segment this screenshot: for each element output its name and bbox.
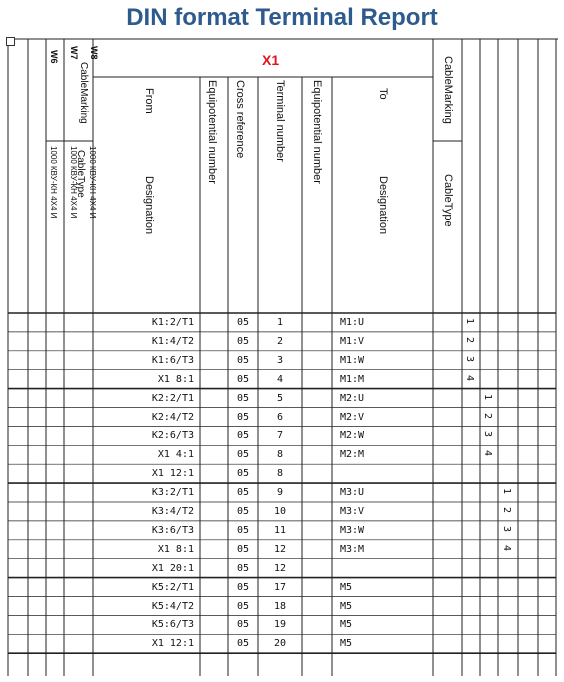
to-designation: M3:W: [340, 524, 365, 536]
terminal-number: 4: [276, 373, 284, 385]
from-designation: K3:6/T3: [151, 524, 194, 536]
header-equipotential-left: Equipotential number: [206, 80, 218, 184]
from-designation: K1:2/T1: [151, 317, 194, 328]
terminal-number: 18: [273, 600, 287, 612]
corner-marker: [6, 37, 15, 46]
cross-reference: 05: [236, 449, 250, 461]
from-designation: X1 8:1: [157, 373, 194, 385]
from-designation: K1:6/T3: [151, 354, 194, 366]
header-cabletype-right: CableType: [442, 174, 454, 227]
from-designation: K2:2/T1: [151, 392, 194, 404]
cross-reference: 05: [236, 468, 250, 480]
terminal-number: 9: [276, 487, 284, 499]
cable-spec-w7: 1000 КВУ-КН 4Х4 И: [69, 146, 78, 219]
from-designation: K5:6/T3: [151, 619, 194, 631]
cross-reference: 05: [236, 373, 250, 385]
cross-reference: 05: [236, 524, 250, 536]
terminal-number: 3: [276, 354, 284, 366]
terminal-number: 10: [273, 506, 287, 517]
header-w6: W6: [49, 50, 59, 64]
terminal-number: 2: [276, 335, 284, 347]
cross-reference: 05: [236, 430, 250, 442]
cable-core-number: 3: [464, 355, 476, 362]
header-from: From: [143, 88, 155, 114]
cable-spec-w8: 1000 КВУ-КН 4Х4 И: [88, 146, 97, 219]
cable-core-number: 1: [482, 393, 494, 400]
header-w7: W7: [69, 46, 79, 60]
cross-reference: 05: [236, 543, 250, 555]
from-designation: K1:4/T2: [151, 335, 194, 347]
terminal-number: 20: [273, 638, 287, 650]
cable-core-number: 3: [501, 525, 513, 532]
terminal-number: 7: [276, 430, 284, 442]
terminal-number: 17: [273, 581, 287, 593]
report-title: DIN format Terminal Report: [126, 4, 438, 31]
from-designation: K5:4/T2: [151, 600, 194, 612]
header-cablemarking-right: CableMarking: [442, 56, 454, 124]
to-designation: M2:V: [340, 411, 365, 423]
from-designation: X1 4:1: [157, 449, 194, 461]
cross-reference: 05: [236, 619, 250, 631]
to-designation: M2:U: [340, 392, 365, 404]
cable-core-number: 2: [464, 336, 476, 343]
terminal-number: 12: [273, 543, 287, 555]
cable-core-number: 1: [501, 488, 513, 495]
strip-name: X1: [262, 52, 280, 68]
terminal-number: 1: [276, 317, 284, 328]
cross-reference: 05: [236, 600, 250, 612]
from-designation: X1 12:1: [151, 638, 194, 650]
cable-core-number: 4: [464, 374, 476, 381]
from-designation: K2:6/T3: [151, 430, 194, 442]
header-to: To: [377, 88, 389, 100]
cross-reference: 05: [236, 317, 250, 328]
cable-core-number: 2: [482, 412, 494, 419]
to-designation: M3:V: [340, 506, 365, 517]
header-from-designation: Designation: [143, 176, 155, 235]
cross-reference: 05: [236, 581, 250, 593]
cable-core-number: 1: [464, 317, 476, 325]
from-designation: K3:4/T2: [151, 506, 194, 517]
cable-spec-w6: 1000 КВУ-КН 4Х4 И: [49, 146, 58, 219]
header-cablemarking-left: CableMarking: [78, 62, 89, 124]
to-designation: M5: [340, 638, 353, 650]
header-cabletype-left: CableType: [75, 150, 86, 198]
cable-core-number: 3: [482, 431, 494, 438]
to-designation: M5: [340, 619, 353, 631]
cable-core-number: 4: [482, 450, 494, 457]
to-designation: M3:M: [340, 543, 365, 555]
from-designation: X1 20:1: [151, 562, 194, 574]
terminal-number: 12: [273, 562, 287, 574]
terminal-number: 5: [276, 392, 284, 404]
header-terminal-number: Terminal number: [274, 80, 286, 162]
cross-reference: 05: [236, 638, 250, 650]
from-designation: K2:4/T2: [151, 411, 194, 423]
terminal-number: 6: [276, 411, 284, 423]
header-w8: W8: [89, 46, 99, 60]
terminal-number: 11: [273, 524, 287, 536]
to-designation: M1:U: [340, 317, 365, 328]
to-designation: M3:U: [340, 487, 365, 499]
cross-reference: 05: [236, 487, 250, 499]
cable-core-number: 2: [501, 506, 513, 514]
to-designation: M5: [340, 581, 353, 593]
to-designation: M1:V: [340, 335, 365, 347]
from-designation: K3:2/T1: [151, 487, 194, 499]
from-designation: X1 12:1: [151, 468, 194, 480]
cross-reference: 05: [236, 562, 250, 574]
to-designation: M2:M: [340, 449, 365, 461]
terminal-number: 8: [276, 468, 284, 480]
cable-core-number: 4: [501, 544, 513, 551]
from-designation: X1 8:1: [157, 543, 194, 555]
cross-reference: 05: [236, 392, 250, 404]
to-designation: M5: [340, 600, 353, 612]
terminal-number: 19: [273, 619, 287, 631]
to-designation: M1:M: [340, 373, 365, 385]
header-to-designation: Designation: [377, 176, 389, 235]
cross-reference: 05: [236, 506, 250, 517]
cross-reference: 05: [236, 354, 250, 366]
from-designation: K5:2/T1: [151, 581, 194, 593]
header-equipotential-right: Equipotential number: [311, 80, 323, 184]
cross-reference: 05: [236, 411, 250, 423]
to-designation: M2:W: [340, 430, 365, 442]
cross-reference: 05: [236, 335, 250, 347]
header-cross-reference: Cross reference: [234, 80, 246, 159]
to-designation: M1:W: [340, 354, 365, 366]
terminal-number: 8: [276, 449, 284, 461]
